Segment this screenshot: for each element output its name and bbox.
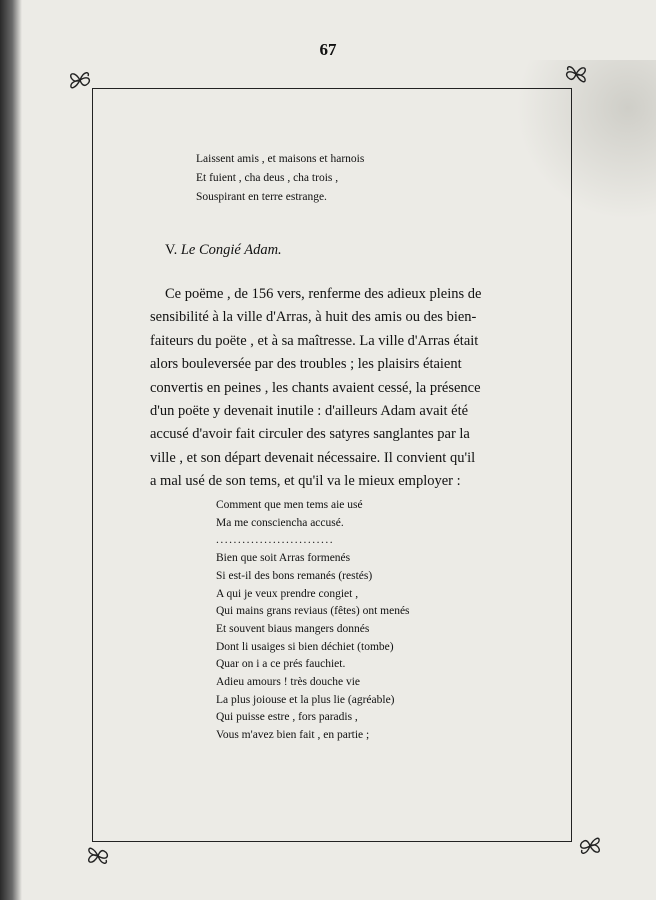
binding-shadow <box>0 0 22 900</box>
verse-line: Qui puisse estre , fors paradis , <box>216 711 358 724</box>
prose-line: faiteurs du poëte , et à sa maîtresse. La ville d'Arras était <box>150 332 479 349</box>
verse-line: La plus joiouse et la plus lie (agréable) <box>216 693 395 706</box>
verse-line: Qui mains grans reviaus (fêtes) ont menés <box>216 605 410 618</box>
prose-line: Ce poëme , de 156 vers, renferme des adieux pleins de <box>165 286 482 302</box>
corner-ornament-bottom-left-icon <box>84 842 112 870</box>
prose-line: alors bouleversée par des troubles ; les plaisirs étaient <box>150 356 462 373</box>
verse-line: Comment que men tems aie usé <box>216 499 363 511</box>
corner-ornament-top-right-icon <box>562 60 590 88</box>
verse-line: Bien que soit Arras formenés <box>216 552 351 565</box>
verse-line: Et souvent biaus mangers donnés <box>216 622 370 635</box>
verse-line: Souspirant en terre estrange. <box>196 191 327 203</box>
verse-line: Laissent amis , et maisons et harnois <box>196 153 365 165</box>
verse-line: Quar on i a ce prés fauchiet. <box>216 658 346 671</box>
verse-line: Vous m'avez bien fait , en partie ; <box>216 729 370 742</box>
page-number: 67 <box>319 40 337 59</box>
prose-paragraph <box>150 283 481 494</box>
prose-line: d'un poëte y devenait inutile : d'ailleurs Adam avait été <box>150 403 469 420</box>
corner-ornament-top-left-icon <box>66 66 94 94</box>
prose-line: ville , et son départ devenait nécessaire. Il convient qu'il <box>150 449 476 466</box>
verse-line: A qui je veux prendre congiet , <box>216 587 359 600</box>
verse-line: Adieu amours ! très douche vie <box>216 676 361 689</box>
verse-line: Et fuient , cha deus , cha trois , <box>196 172 339 184</box>
verse-quote-bottom <box>216 497 410 745</box>
verse-line: Ma me consciencha accusé. <box>216 516 344 529</box>
section-heading <box>165 242 282 259</box>
verse-quote-top <box>196 150 364 207</box>
section-number: V. <box>165 242 178 258</box>
verse-line: Si est-il des bons remanés (restés) <box>216 569 373 582</box>
prose-line: accusé d'avoir fait circuler des satyres sanglantes par la <box>150 426 470 443</box>
prose-line: sensibilité à la ville d'Arras, à huit des amis ou des bien- <box>150 309 477 326</box>
ellipsis-line: ........................... <box>216 534 335 547</box>
prose-line: a mal usé de son tems, et qu'il va le mieux employer : <box>150 473 461 490</box>
corner-ornament-bottom-right-icon <box>576 832 604 860</box>
verse-line: Dont li usaiges si bien déchiet (tombe) <box>216 640 394 653</box>
prose-line: convertis en peines , les chants avaient cessé, la présence <box>150 379 481 396</box>
section-title: Le Congié Adam. <box>180 242 282 258</box>
